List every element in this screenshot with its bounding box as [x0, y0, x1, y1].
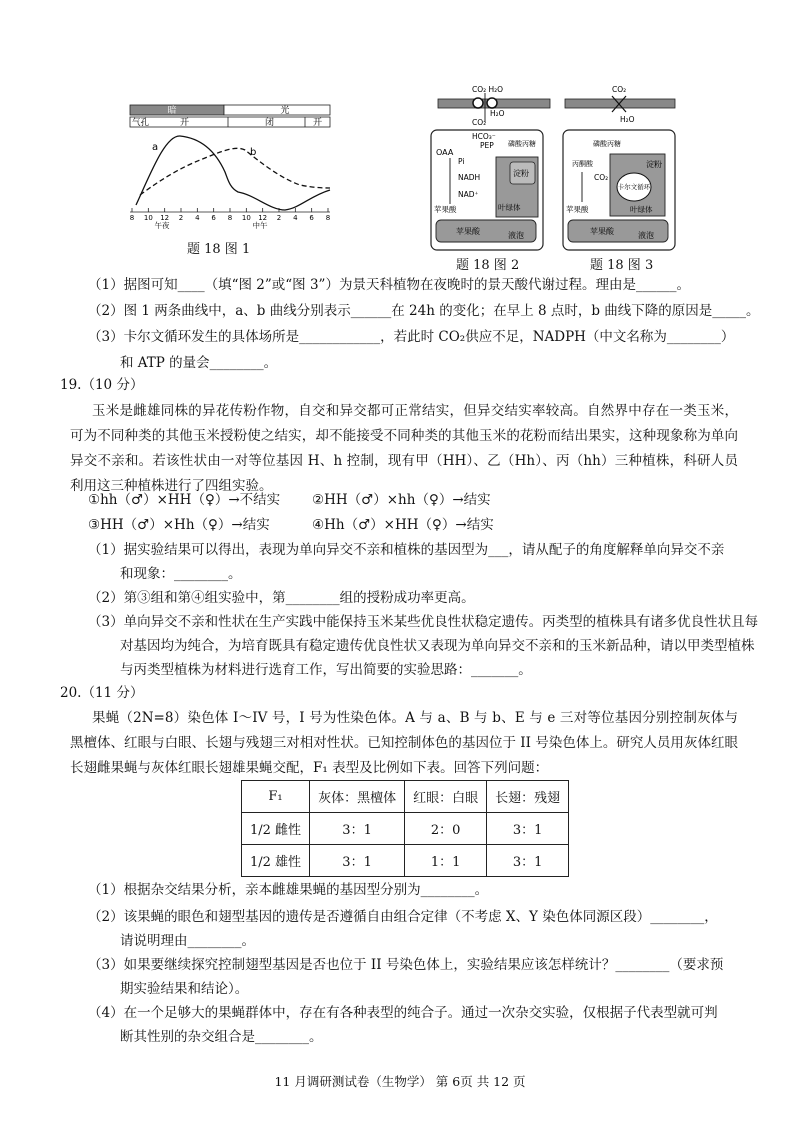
q20-sub2-line1: （2）该果蝇的眼色和翅型基因的遗传是否遵循自由组合定律（不考虑 X、Y 染色体同源区段）________，	[88, 909, 718, 925]
dark-label: 暗	[167, 106, 177, 116]
curve-b	[140, 148, 330, 195]
noon-label: 中午	[252, 221, 268, 230]
table-header-cell: 红眼：白眼	[405, 781, 487, 813]
figure-3-caption: 题 18 图 3	[590, 258, 654, 273]
stomata-open-2: 开	[313, 118, 323, 128]
h2o-label: H₂O	[490, 109, 505, 118]
q19-cross-2: ②HH（♂）×hh（♀）→结实	[312, 492, 491, 508]
q19-sub3-line2: 对基因均为纯合，为培育既具有稳定遗传优良性状又表现为单向异交不亲和的玉米新品种，请以甲类型植株	[120, 638, 755, 654]
table-header-row	[242, 781, 569, 813]
x-tick-label: 12	[160, 214, 170, 222]
vacuole-label: 液泡	[508, 231, 524, 240]
x-tick-label: 8	[227, 214, 233, 222]
stomata-close: 闭	[265, 118, 275, 128]
malate-label: 苹果酸	[434, 205, 457, 214]
table-cell: 3：1	[487, 813, 569, 845]
pep-label: PEP	[480, 141, 494, 150]
figure-2-caption: 题 18 图 2	[456, 258, 520, 273]
midnight-label: 午夜	[154, 221, 170, 230]
x-tick-label: 10	[143, 214, 153, 222]
curve-a	[136, 136, 330, 210]
table-cell: 1/2 雄性	[242, 845, 310, 877]
vacuole-label: 液泡	[638, 231, 654, 240]
stomata-label: 气孔	[132, 118, 150, 128]
stoma-right	[487, 98, 497, 108]
q19-stem: 玉米是雌雄同株的异花传粉作物，自交和异交都可正常结实，但异交结实率较高。自然界中存在一类玉米，可为不同种类的其他玉米授粉使之结实，却不能接受不同种类的其他玉米的花粉而结出果实，这种现象称为单向异交不亲和。若该性状由一对等位基因 H、h 控制，现有甲（HH）、乙（Hh）、丙（hh）三种植株，科研人员利用这三种植株进行了四组实验。	[70, 403, 738, 494]
figure-1-graph	[120, 100, 345, 230]
light-label: 光	[280, 106, 290, 116]
hco3-label: HCO₃⁻	[472, 132, 496, 141]
q20-sub3-line1: （3）如果要继续探究控制翅型基因是否也位于 II 号染色体上，实验结果应该怎样统计？________（要求预	[88, 957, 724, 973]
table-header-cell: 灰体：黑檀体	[310, 781, 405, 813]
q19-cross-3: ③HH（♂）×Hh（♀）→结实	[88, 517, 270, 533]
q20-stem: 果蝇（2N=8）染色体 I～IV 号，I 号为性染色体。A 与 a、B 与 b、E 与 e 三对等位基因分别控制灰体与黑檀体、红眼与白眼、长翅与残翅三对相对性状。已知控制体色的基因位于 II 号染色体上。研究人员用灰体红眼长翅雌果蝇与灰体红眼长翅雄果蝇交配，F₁ 表型及比例如下表。回答下列问题：	[70, 710, 738, 776]
co2-label: CO₂	[472, 118, 487, 127]
starch-label: 淀粉	[646, 160, 662, 169]
vacuole-malate: 苹果酸	[590, 227, 614, 236]
x-tick-label: 4	[293, 214, 298, 222]
chloroplast-label: 叶绿体	[630, 205, 653, 214]
table-row	[242, 845, 569, 877]
stomata-open-1: 开	[180, 118, 190, 128]
x-tick-label: 12	[258, 214, 268, 222]
q19-cross-1: ①hh（♂）×HH（♀）→不结实	[88, 492, 281, 508]
curve-b-label: b	[250, 147, 257, 158]
x-tick-label: 8	[129, 214, 135, 222]
oaa-label: OAA	[436, 148, 454, 157]
co2-inner-label: CO₂	[594, 173, 609, 182]
table-cell: 1：1	[405, 845, 487, 877]
x-tick-label: 10	[241, 214, 251, 222]
q19-sub3-line3: 与丙类型植株为材料进行选育工作，写出简要的实验思路：_______。	[120, 662, 532, 678]
figure-1-caption: 题 18 图 1	[187, 242, 251, 257]
co2-h2o: CO₂ H₂O	[472, 85, 504, 94]
x-ticks	[130, 208, 330, 222]
stomata-bar	[130, 117, 330, 127]
h2o-label: H₂O	[620, 115, 635, 124]
table-cell: 1/2 雌性	[242, 813, 310, 845]
x-tick-label: 6	[309, 214, 314, 222]
curve-a-label: a	[152, 142, 159, 153]
f1-table	[241, 780, 569, 877]
q20-sub4-line1: （4）在一个足够大的果蝇群体中，存在有各种表型的纯合子。通过一次杂交实验，仅根据子代表型就可判	[88, 1005, 718, 1021]
calvin-label: 卡尔文循环	[617, 183, 651, 191]
q18-sub2: （2）图 1 两条曲线中，a、b 曲线分别表示______在 24h 的变化；在早上 8 点时，b 曲线下降的原因是_____。	[88, 303, 760, 319]
x-tick-label: 8	[325, 214, 331, 222]
table-header-cell: F₁	[242, 781, 310, 813]
figure-3-diagram	[560, 82, 682, 252]
q18-sub3-line1: （3）卡尔文循环发生的具体场所是____________，若此时 CO₂供应不足，NADPH（中文名称为________）	[88, 329, 735, 345]
table-cell: 3：1	[487, 845, 569, 877]
table-header-cell: 长翅：残翅	[487, 781, 569, 813]
phospho-sugar: 磷酸丙糖	[508, 140, 536, 148]
table-cell: 3：1	[310, 845, 405, 877]
chloroplast-label: 叶绿体	[498, 203, 521, 212]
q19-sub1-line2: 和现象：________。	[120, 566, 242, 582]
page-footer: 11 月调研测试卷（生物学） 第 6页 共 12 页	[274, 1074, 526, 1089]
q19-sub1-line1: （1）据实验结果可以得出，表现为单向异交不亲和植株的基因型为___，请从配子的角度解释单向异交不亲	[88, 542, 725, 558]
q18-sub3-line2: 和 ATP 的量会________。	[120, 355, 278, 371]
q18-sub1: （1）据图可知____（填“图 2”或“图 3”）为景天科植物在夜晚时的景天酸代谢过程。理由是______。	[88, 277, 690, 293]
pi-label: Pi	[458, 157, 465, 166]
phospho-sugar: 磷酸丙糖	[593, 140, 621, 148]
q20-heading: 20.（11 分）	[60, 685, 144, 701]
light-bar	[224, 105, 330, 115]
table-cell: 3：1	[310, 813, 405, 845]
q20-sub4-line2: 断其性别的杂交组合是________。	[120, 1029, 323, 1045]
table-row	[242, 813, 569, 845]
co2-label: CO₂	[612, 85, 627, 94]
q20-sub1: （1）根据杂交结果分析，亲本雌雄果蝇的基因型分别为________。	[88, 882, 489, 898]
q20-sub3-line2: 期实验结果和结论）。	[120, 981, 249, 997]
dark-bar	[130, 105, 224, 115]
stoma-left	[473, 98, 483, 108]
vacuole-malate: 苹果酸	[456, 227, 480, 236]
q19-sub2: （2）第③组和第④组实验中，第________组的授粉成功率更高。	[88, 590, 475, 606]
q19-sub3-line1: （3）单向异交不亲和性状在生产实践中能保持玉米某些优良性状稳定遗传。丙类型的植株具有诸多优良性状且每	[88, 614, 759, 630]
nadh-label: NADH	[458, 173, 481, 182]
malate-label: 苹果酸	[566, 205, 589, 214]
q19-cross-4: ④Hh（♂）×HH（♀）→结实	[312, 517, 494, 533]
figure-2-diagram	[428, 82, 553, 252]
x-tick-label: 2	[178, 214, 184, 222]
pyruvate-label: 丙酮酸	[572, 160, 593, 168]
q19-heading: 19.（10 分）	[60, 377, 144, 393]
q20-sub2-line2: 请说明理由________。	[120, 933, 255, 949]
nad-label: NAD⁺	[458, 190, 479, 199]
table-cell: 2：0	[405, 813, 487, 845]
x-tick-label: 4	[195, 214, 200, 222]
x-tick-label: 2	[276, 214, 282, 222]
x-tick-label: 6	[211, 214, 216, 222]
starch-label: 淀粉	[513, 169, 529, 178]
